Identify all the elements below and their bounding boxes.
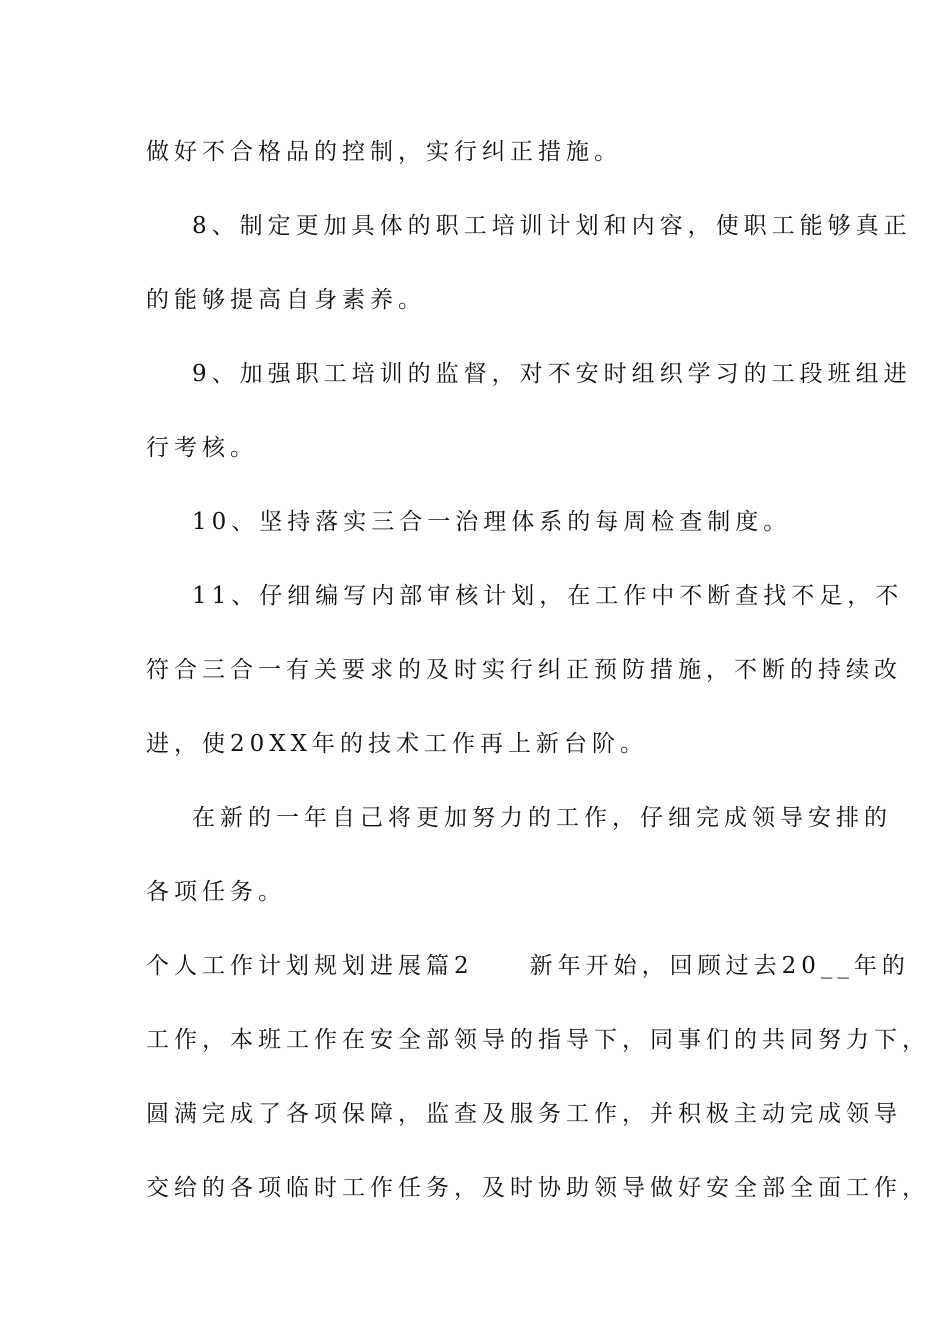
text-line: 符合三合一有关要求的及时实行纠正预防措施，不断的持续改 [146,657,902,683]
text-line: 11、仔细编写内部审核计划，在工作中不断查找不足，不 [192,583,904,609]
text-line: 10、坚持落实三合一治理体系的每周检查制度。 [192,509,792,535]
text-line: 9、加强职工培训的监督，对不安时组织学习的工段班组进 [192,361,912,387]
text-line: 进，使20XX年的技术工作再上新台阶。 [146,731,649,757]
text-line: 行考核。 [146,435,258,461]
text-line: 各项任务。 [146,879,286,905]
text-line: 圆满完成了各项保障，监查及服务工作，并积极主动完成领导 [146,1101,902,1127]
text-line: 做好不合格品的控制，实行纠正措施。 [146,139,622,165]
section-heading-line: 个人工作计划规划进展篇2 新年开始，回顾过去20__年的 [146,953,910,979]
text-line: 在新的一年自己将更加努力的工作，仔细完成领导安排的 [192,805,892,831]
text-line: 的能够提高自身素养。 [146,287,426,313]
text-line: 8、制定更加具体的职工培训计划和内容，使职工能够真正 [192,213,912,239]
text-line: 工作，本班工作在安全部领导的指导下，同事们的共同努力下， [146,1027,930,1053]
text-line: 交给的各项临时工作任务，及时协助领导做好安全部全面工作， [146,1175,930,1201]
